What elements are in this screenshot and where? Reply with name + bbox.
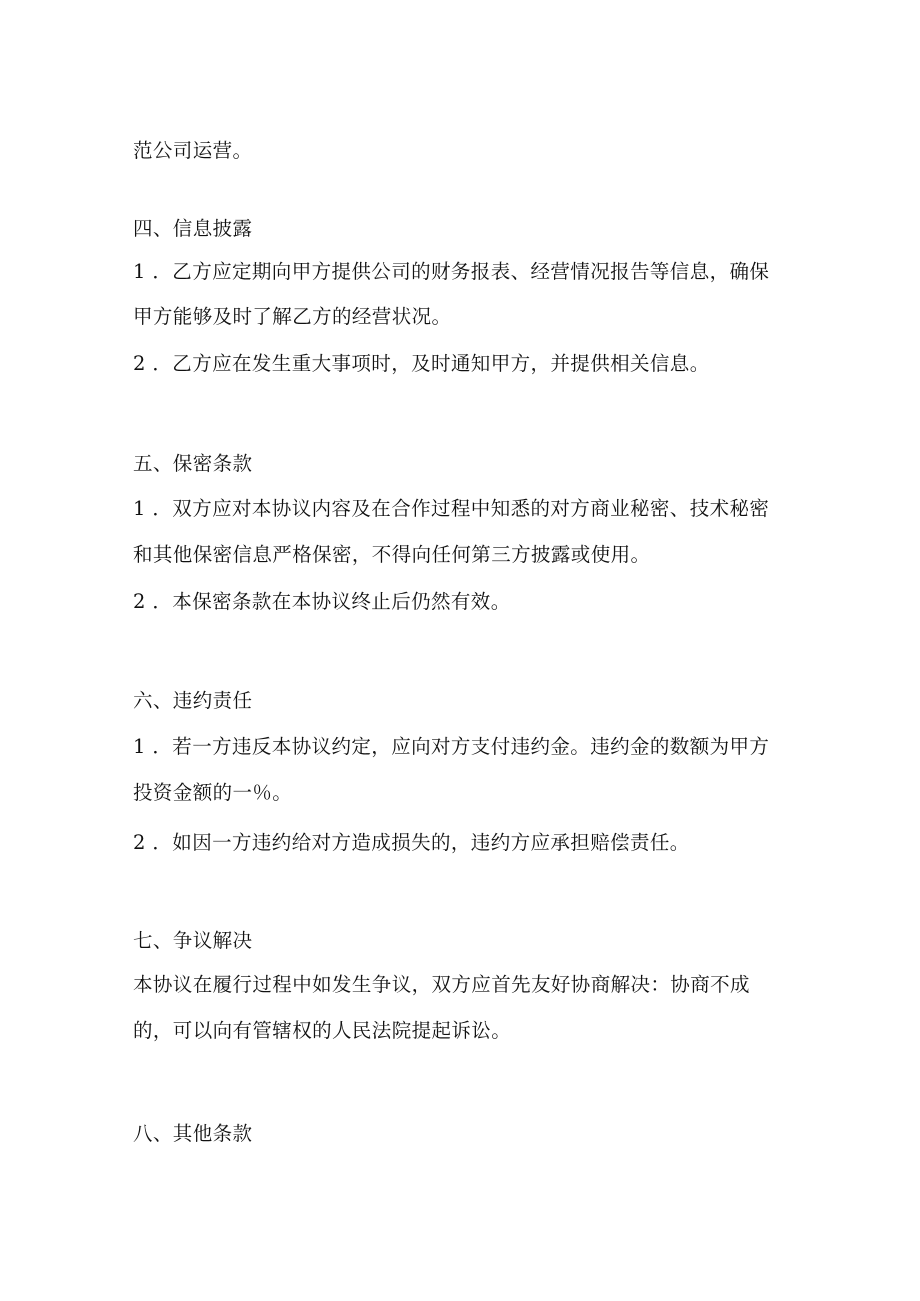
paragraph-text: 2 ．本保密条款在本协议终止后仍然有效。: [133, 590, 511, 613]
section-heading-breach-liability: 六、违约责任: [133, 689, 253, 712]
paragraph-text: 2 ．乙方应在发生重大事项时，及时通知甲方，并提供相关信息。: [133, 352, 710, 375]
paragraph-text: 投资金额的一％。: [133, 781, 293, 804]
paragraph-text: 1 ．双方应对本协议内容及在合作过程中知悉的对方商业秘密、技术秘密: [133, 497, 770, 520]
paragraph-text: 1 ．乙方应定期向甲方提供公司的财务报表、经营情况报告等信息，确保: [133, 260, 770, 283]
section-heading-other-terms: 八、其他条款: [133, 1122, 253, 1145]
paragraph-text: 范公司运营。: [133, 139, 253, 162]
paragraph-text: 本协议在履行过程中如发生争议，双方应首先友好协商解决：协商不成: [133, 973, 750, 996]
paragraph-text: 2 ．如因一方违约给对方造成损失的，违约方应承担赔偿责任。: [133, 831, 690, 854]
paragraph-text: 的，可以向有管辖权的人民法院提起诉讼。: [133, 1019, 512, 1042]
paragraph-text: 甲方能够及时了解乙方的经营状况。: [133, 305, 452, 328]
section-heading-confidentiality: 五、保密条款: [133, 452, 253, 475]
section-heading-dispute-resolution: 七、争议解决: [133, 929, 253, 952]
section-heading-info-disclosure: 四、信息披露: [133, 217, 253, 240]
paragraph-text: 1 ．若一方违反本协议约定，应向对方支付违约金。违约金的数额为甲方: [133, 735, 770, 758]
paragraph-text: 和其他保密信息严格保密，不得向任何第三方披露或使用。: [133, 543, 651, 566]
